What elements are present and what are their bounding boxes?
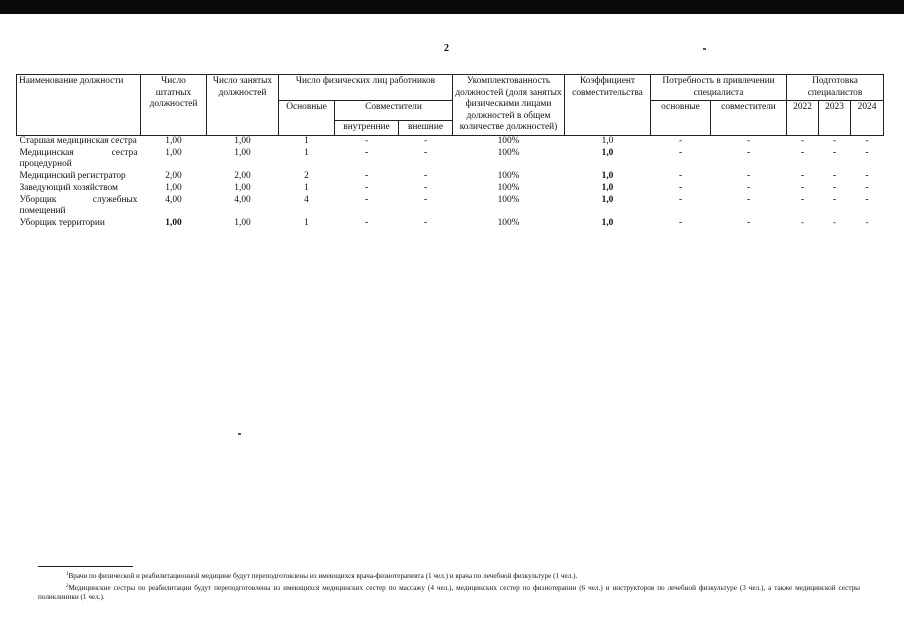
cell-year-2024: - — [865, 147, 869, 158]
cell-coefficient: 1,0 — [601, 182, 614, 193]
cell-need-main: - — [678, 194, 683, 205]
cell-year-2023: - — [832, 135, 837, 146]
footnote-mark: 1 — [66, 572, 69, 577]
cell-external: - — [423, 135, 428, 146]
cell-external: - — [423, 217, 428, 228]
cell-year-2022: - — [800, 170, 805, 181]
header-need-part: совместители — [711, 101, 787, 136]
cell-occupied: 4,00 — [234, 194, 251, 205]
cell-staffing: 100% — [497, 135, 520, 146]
cell-main: 2 — [304, 170, 309, 181]
cell-main: 4 — [304, 194, 309, 205]
cell-internal: - — [364, 194, 369, 205]
cell-name: Уборщик территории — [19, 217, 105, 228]
header-training: Подготовка специалистов — [787, 75, 884, 101]
footnote-1 — [38, 570, 860, 582]
cell-coefficient: 1,0 — [601, 194, 614, 205]
cell-staff: 1,00 — [165, 135, 182, 146]
cell-coefficient: 1,0 — [601, 170, 614, 181]
cell-staffing: 100% — [497, 217, 520, 228]
scan-top-border — [0, 0, 904, 14]
cell-year-2024: - — [865, 217, 869, 228]
table-row — [17, 135, 884, 148]
cell-year-2024: - — [865, 182, 869, 193]
cell-external: - — [423, 194, 428, 205]
cell-need-part: - — [746, 147, 751, 158]
header-occupied-positions: Число занятых должностей — [207, 75, 279, 136]
cell-staffing: 100% — [497, 147, 520, 158]
footnote-2 — [38, 582, 860, 603]
cell-internal: - — [364, 182, 369, 193]
page-number: 2 — [444, 43, 449, 54]
cell-staff: 1,00 — [165, 147, 182, 158]
header-year-2024: 2024 — [851, 101, 884, 136]
cell-need-part: - — [746, 170, 751, 181]
cell-name: Уборщик служебных помещений — [19, 194, 138, 216]
scan-speck — [238, 433, 241, 435]
header-external: внешние — [399, 121, 453, 136]
footnote-text: Врачи по физической и реабилитационной медицине будут переподготовлены из имеющихся врача-физиотерапевта (1 чел.) и врача по лечебной физкультуре (1 чел.). — [68, 572, 578, 580]
header-need: Потребность в привлечении специалиста — [651, 75, 787, 101]
staffing-table — [16, 74, 884, 230]
header-internal: внутренние — [335, 121, 399, 136]
cell-internal: - — [364, 170, 369, 181]
cell-need-part: - — [746, 182, 751, 193]
cell-occupied: 1,00 — [234, 182, 251, 193]
cell-name: Старшая медицинская сестра — [19, 135, 137, 146]
cell-year-2023: - — [832, 217, 837, 228]
cell-external: - — [423, 170, 428, 181]
cell-name: Заведующий хозяйством — [19, 182, 118, 193]
cell-staff: 1,00 — [165, 217, 182, 228]
cell-need-part: - — [746, 135, 751, 146]
cell-coefficient: 1,0 — [601, 217, 614, 228]
cell-need-part: - — [746, 217, 751, 228]
cell-occupied: 1,00 — [234, 217, 251, 228]
table-row — [17, 218, 884, 230]
cell-occupied: 1,00 — [234, 147, 251, 158]
cell-staff: 4,00 — [165, 194, 182, 205]
header-staffing: Укомплектованность должностей (доля занятых физическими лицами должностей в общем количестве должностей) — [453, 75, 565, 136]
cell-name: Медицинская сестра процедурной — [19, 147, 138, 169]
cell-staff: 2,00 — [165, 170, 182, 181]
scan-speck — [703, 48, 706, 50]
cell-internal: - — [364, 217, 369, 228]
cell-year-2023: - — [832, 147, 837, 158]
cell-main: 1 — [304, 217, 309, 228]
cell-need-main: - — [678, 135, 683, 146]
cell-occupied: 1,00 — [234, 135, 251, 146]
cell-internal: - — [364, 135, 369, 146]
footnote-mark: 2 — [66, 583, 69, 589]
cell-staff: 1,00 — [165, 182, 182, 193]
cell-main: 1 — [304, 135, 309, 146]
cell-external: - — [423, 182, 428, 193]
cell-coefficient: 1,0 — [601, 147, 614, 158]
cell-year-2022: - — [800, 135, 805, 146]
cell-year-2023: - — [832, 170, 837, 181]
cell-year-2022: - — [800, 182, 805, 193]
header-need-main: основные — [651, 101, 711, 136]
header-main: Основные — [279, 101, 335, 136]
cell-staffing: 100% — [497, 170, 520, 181]
cell-main: 1 — [304, 147, 309, 158]
table-body — [17, 135, 884, 230]
cell-staffing: 100% — [497, 194, 520, 205]
cell-staffing: 100% — [497, 182, 520, 193]
footnote-separator — [38, 566, 133, 567]
cell-need-main: - — [678, 147, 683, 158]
table-row — [17, 148, 884, 171]
cell-year-2024: - — [865, 135, 869, 146]
footnote-text: Медицинские сестры по реабилитации будут переподготовлены из имеющихся медицинских сестер по массажу (4 чел.), медицинских сестер по физиотерапии (6 чел.) и инструкторов по лечебной физкультуре (3 чел.), а также медицинской сестры поликлиники (1 чел.). — [38, 583, 860, 602]
footnotes — [38, 566, 860, 603]
cell-year-2022: - — [800, 194, 805, 205]
table-row — [17, 195, 884, 218]
header-staff-positions: Число штатных должностей — [141, 75, 207, 136]
header-part-timers: Совместители — [335, 101, 453, 121]
cell-year-2023: - — [832, 194, 837, 205]
header-year-2023: 2023 — [819, 101, 851, 136]
cell-internal: - — [364, 147, 369, 158]
cell-need-main: - — [678, 182, 683, 193]
header-coefficient: Коэффициент совместительства — [565, 75, 651, 136]
header-year-2022: 2022 — [787, 101, 819, 136]
table-row — [17, 171, 884, 183]
cell-year-2022: - — [800, 147, 805, 158]
cell-year-2022: - — [800, 217, 805, 228]
cell-need-part: - — [746, 194, 751, 205]
cell-occupied: 2,00 — [234, 170, 251, 181]
cell-year-2024: - — [865, 170, 869, 181]
cell-coefficient: 1,0 — [601, 135, 614, 146]
header-name: Наименование должности — [17, 75, 141, 136]
cell-main: 1 — [304, 182, 309, 193]
table-row — [17, 183, 884, 195]
header-physical-persons: Число физических лиц работников — [279, 75, 453, 101]
cell-external: - — [423, 147, 428, 158]
cell-need-main: - — [678, 217, 683, 228]
cell-year-2024: - — [865, 194, 869, 205]
cell-name: Медицинский регистратор — [19, 170, 126, 181]
cell-year-2023: - — [832, 182, 837, 193]
cell-need-main: - — [678, 170, 683, 181]
